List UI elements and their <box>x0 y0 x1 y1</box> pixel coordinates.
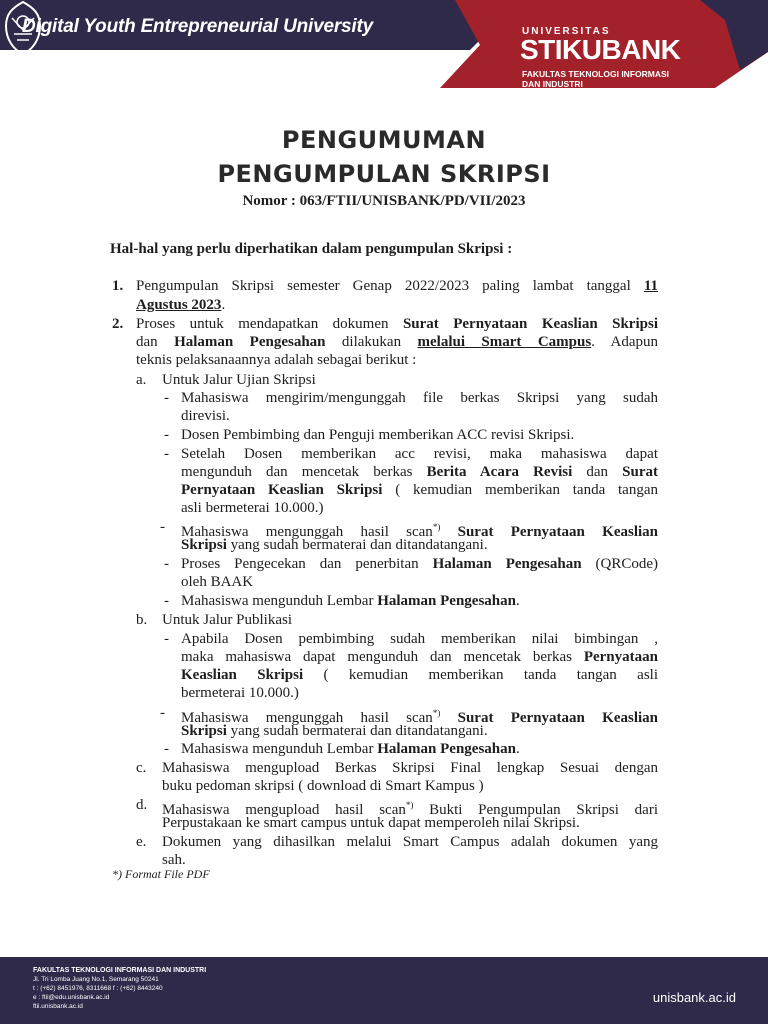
dash-bullet: - <box>164 390 169 406</box>
document-number: Nomor : 063/FTII/UNISBANK/PD/VII/2023 <box>242 193 526 209</box>
sub-title-b: Untuk Jalur Publikasi <box>162 612 292 628</box>
list-item-cont: mengunduh dan mencetak berkas Berita Acara Revisi dan Surat <box>181 464 658 480</box>
list-item: Dokumen yang dihasilkan melalui Smart Campus adalah dokumen yang <box>162 834 658 850</box>
list-item-deadline: Pengumpulan Skripsi semester Genap 2022/2023 paling lambat tanggal 11 <box>136 278 658 294</box>
list-item: Mahasiswa mengirim/mengunggah file berkas Skripsi yang sudah <box>181 390 658 406</box>
list-item-cont: Skripsi yang sudah bermaterai dan ditandatangani. <box>181 723 488 739</box>
list-item-process: Proses untuk mendapatkan dokumen Surat Pernyataan Keaslian Skripsi <box>136 316 658 332</box>
footnote: *) Format File PDF <box>112 867 210 881</box>
dash-bullet: - <box>164 631 169 647</box>
intro-heading: Hal-hal yang perlu diperhatikan dalam pengumpulan Skripsi : <box>110 241 513 257</box>
item-number: 1. <box>112 278 124 294</box>
sub-label-e: e. <box>136 834 147 850</box>
sub-title-a: Untuk Jalur Ujian Skripsi <box>162 372 316 388</box>
dash-bullet: - <box>164 741 169 757</box>
sub-label-b: b. <box>136 612 148 628</box>
footer-contact: FAKULTAS TEKNOLOGI INFORMASI DAN INDUSTRI Jl. Tri Lomba Juang No.1, Semarang 50241 t : (+62) 8451976, 8311668 f : (+62) 8443240 e : ftii@edu.unisbank.ac.id ftii.unisbank.ac.id <box>33 967 207 1010</box>
list-item: Apabila Dosen pembimbing sudah memberikan nilai bimbingan , <box>181 631 658 647</box>
dash-bullet: - <box>164 446 169 462</box>
list-item-cont: Skripsi yang sudah bermaterai dan ditandatangani. <box>181 537 488 553</box>
list-item-cont: Perpustakaan ke smart campus untuk dapat memperoleh nilai Skripsi. <box>162 815 580 831</box>
list-item: Dosen Pembimbing dan Penguji memberikan ACC revisi Skripsi. <box>181 427 575 443</box>
university-name: STIKUBANK <box>520 34 681 65</box>
list-item: Mahasiswa mengunggah hasil scan*) Surat Pernyataan Keaslian <box>181 708 658 726</box>
university-label: UNIVERSITAS <box>522 26 611 37</box>
sub-label-d: d. <box>136 797 148 813</box>
dash-bullet: - <box>164 556 169 572</box>
dash-bullet: - <box>164 593 169 609</box>
list-item-cont: buku pedoman skripsi ( download di Smart Kampus ) <box>162 778 484 794</box>
list-item: Mahasiswa mengunduh Lembar Halaman Pengesahan. <box>181 593 520 609</box>
list-item-cont: direvisi. <box>181 408 230 424</box>
dash-bullet: - <box>160 519 165 535</box>
list-item-cont: bermeterai 10.000.) <box>181 685 299 701</box>
faculty-name: FAKULTAS TEKNOLOGI INFORMASI DAN INDUSTRI <box>522 69 670 89</box>
list-item: Mahasiswa mengunggah hasil scan*) Surat Pernyataan Keaslian <box>181 522 658 540</box>
letterhead <box>0 0 768 88</box>
list-item-cont: Pernyataan Keaslian Skripsi ( kemudian memberikan tanda tangan <box>181 482 658 498</box>
document-subtitle: PENGUMPULAN SKRIPSI <box>217 160 551 188</box>
list-item: Mahasiswa mengupload Berkas Skripsi Final lengkap Sesuai dengan <box>162 760 658 776</box>
list-item-cont: maka mahasiswa dapat mengunduh dan mencetak berkas Pernyataan <box>181 649 658 665</box>
university-crest-icon <box>0 0 46 56</box>
list-item-cont: asli bermeterai 10.000.) <box>181 500 324 516</box>
footer-website: unisbank.ac.id <box>652 990 736 1005</box>
list-item: Proses Pengecekan dan penerbitan Halaman Pengesahan (QRCode) <box>181 556 658 572</box>
dash-bullet: - <box>160 705 165 721</box>
list-item-process-line3: teknis pelaksanaannya adalah sebagai berikut : <box>136 352 417 368</box>
sub-label-c: c. <box>136 760 147 776</box>
university-tagline: Digital Youth Entrepreneurial University <box>22 16 373 37</box>
list-item-cont: sah. <box>162 852 186 868</box>
list-item: Setelah Dosen memberikan acc revisi, maka mahasiswa dapat <box>181 446 658 462</box>
dash-bullet: - <box>164 427 169 443</box>
list-item-cont: Keaslian Skripsi ( kemudian memberikan tanda tangan asli <box>181 667 658 683</box>
list-item-cont: oleh BAAK <box>181 574 254 590</box>
document-title: PENGUMUMAN <box>281 126 487 154</box>
item-number: 2. <box>112 316 124 332</box>
list-item: Mahasiswa mengunduh Lembar Halaman Pengesahan. <box>181 741 520 757</box>
list-item: Mahasiswa mengupload hasil scan*) Bukti Pengumpulan Skripsi dari <box>162 800 658 818</box>
sub-label-a: a. <box>136 372 147 388</box>
list-item-process-line2: dan Halaman Pengesahan dilakukan melalui Smart Campus. Adapun <box>136 334 658 350</box>
deadline-date: Agustus 2023. <box>136 297 226 313</box>
